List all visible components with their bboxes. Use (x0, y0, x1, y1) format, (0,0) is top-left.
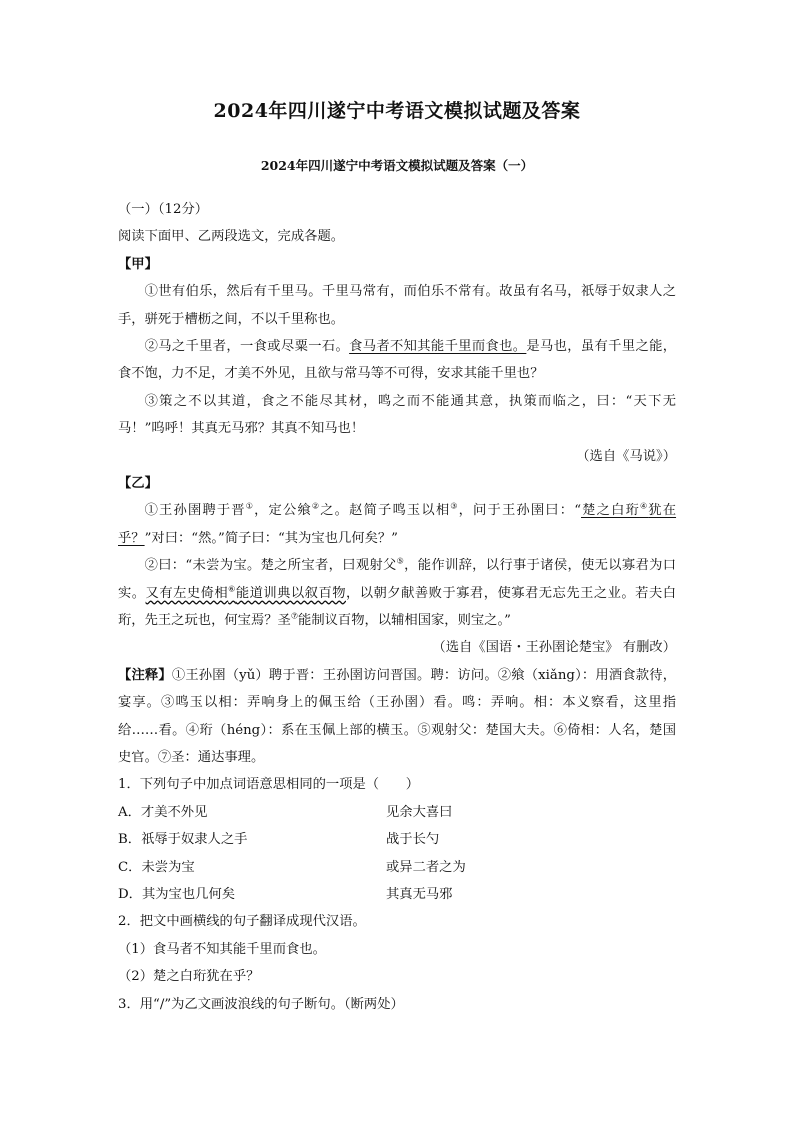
yi-source: （选自《国语・王孙圉论楚宝》 有删改） (432, 640, 676, 656)
jia-paragraph-3: ③策之不以其道，食之不能尽其材，鸣之而不能通其意，执策而临之，曰：“天下无马！”呜呼！其真无马邪？其真不知马也！ (118, 393, 676, 437)
note-ref-3: ③ (450, 501, 459, 511)
question-1-option-c (118, 854, 676, 881)
note-ref-6: ⑥ (228, 584, 236, 594)
yi-p1-d: ，问于王孙圉曰：“ (458, 503, 582, 519)
note-ref-7: ⑦ (290, 611, 299, 621)
jia-p2-after: 是马也，虽有千里之能，食不饱，力不足，才美不外见，且欲与常马等不可得，安求其能千里也？ (118, 338, 677, 382)
jia-paragraph-1: ①世有伯乐，然后有千里马。千里马常有，而伯乐不常有。故虽有名马，祇辱于奴隶人之手，骈死于槽枥之间，不以千里称也。 (118, 284, 676, 327)
question-2-stem: 2．把文中画横线的句子翻译成现代汉语。 (118, 914, 366, 930)
question-2-sub-1: （1）食马者不知其能千里而食也。 (118, 941, 326, 957)
document-body (118, 196, 676, 1018)
question-2-sub-2: （2）楚之白珩犹在乎？ (118, 969, 260, 985)
yi-p2-d: 能制议百物，以辅相国家，则宝之。” (298, 613, 511, 629)
note-ref-4: ④ (639, 501, 649, 511)
question-1-option-b (118, 826, 676, 853)
yi-paragraph-2 (118, 552, 676, 634)
note-ref-1: ① (245, 501, 255, 511)
notes (118, 662, 676, 772)
page-title: 2024年四川遂宁中考语文模拟试题及答案 (213, 100, 581, 122)
yi-p1-ul-b: 犹在乎？ (118, 503, 677, 546)
yi-heading: 【乙】 (118, 476, 158, 491)
option-right: 或异二者之为 (386, 859, 466, 875)
yi-paragraph-1 (118, 497, 676, 552)
yi-p1-c: 之。赵简子鸣玉以相 (320, 503, 451, 519)
question-3-stem: 3．用“/”为乙文画波浪线的句子断句。（断两处） (118, 996, 404, 1012)
yi-p2-a: ②曰：“未尝为宝。楚之所宝者，曰观射父 (144, 558, 397, 574)
option-left: A．才美不外见 (118, 804, 208, 820)
page-subtitle: 2024年四川遂宁中考语文模拟试题及答案（一） (260, 158, 534, 173)
yi-p2-wavy-sentence (146, 586, 346, 601)
option-left: B．祇辱于奴隶人之手 (118, 832, 248, 848)
option-right: 其真无马邪 (386, 887, 453, 902)
option-left: C．未尝为宝 (118, 859, 195, 875)
yi-p2-c: ，以朝夕献善败于寡君，使寡君无忘先王之业。若夫白珩，先王之玩也，何宝焉？圣 (118, 585, 677, 629)
question-1-option-d (118, 881, 676, 908)
notes-text: ①王孙圉（yǔ）聘于晋：王孙圉访问晋国。聘：访问。②飨（xiǎng）：用酒食款待，宴享。③鸣玉以相：弄响身上的佩玉给（王孙圉）看。鸣：弄响。相：本义察看，这里指给……看。④珩（héng）：系在玉佩上部的横玉。⑤观射父：楚国大夫。⑥倚相：人名，楚国史官。⑦圣：通达事理。 (118, 667, 676, 766)
note-ref-5: ⑤ (396, 556, 405, 566)
instruction: 阅读下面甲、乙两段选文，完成各题。 (118, 229, 345, 245)
yi-p2-wavy-a: 又有左史倚相 (145, 585, 229, 601)
yi-p1-b: ，定公飨 (254, 503, 312, 519)
jia-source: （选自《马说》） (576, 448, 676, 464)
option-right: 见余大喜曰 (386, 804, 453, 820)
yi-p1-e: ”对曰：“然。”简子曰：“其为宝也几何矣？” (144, 530, 398, 546)
jia-p2-before: ②马之千里者，一食或尽粟一石。 (144, 338, 350, 354)
yi-p2-wavy-b: 能道训典以叙百物 (235, 585, 346, 601)
jia-heading: 【甲】 (118, 256, 158, 272)
yi-p1-ul-a: 楚之白珩 (581, 503, 640, 519)
question-1-stem: 1．下列句子中加点词语意思相同的一项是（ ） (118, 777, 419, 793)
option-right: 战于长勺 (386, 832, 440, 848)
question-1-option-a (118, 799, 676, 826)
notes-label: 【注释】 (118, 667, 172, 683)
yi-p1-a: ①王孙圉聘于晋 (144, 503, 246, 519)
note-ref-2: ② (311, 501, 321, 511)
option-left: D．其为宝也几何矣 (118, 887, 236, 902)
section-label: （一）（12分） (118, 202, 209, 217)
yi-p2-b: ，能作训辞，以行事于诸侯，使无以寡君为口实。 (118, 558, 676, 601)
jia-p2-underlined-sentence: 食马者不知其能千里而食也。 (349, 338, 527, 354)
jia-paragraph-2 (118, 333, 676, 388)
